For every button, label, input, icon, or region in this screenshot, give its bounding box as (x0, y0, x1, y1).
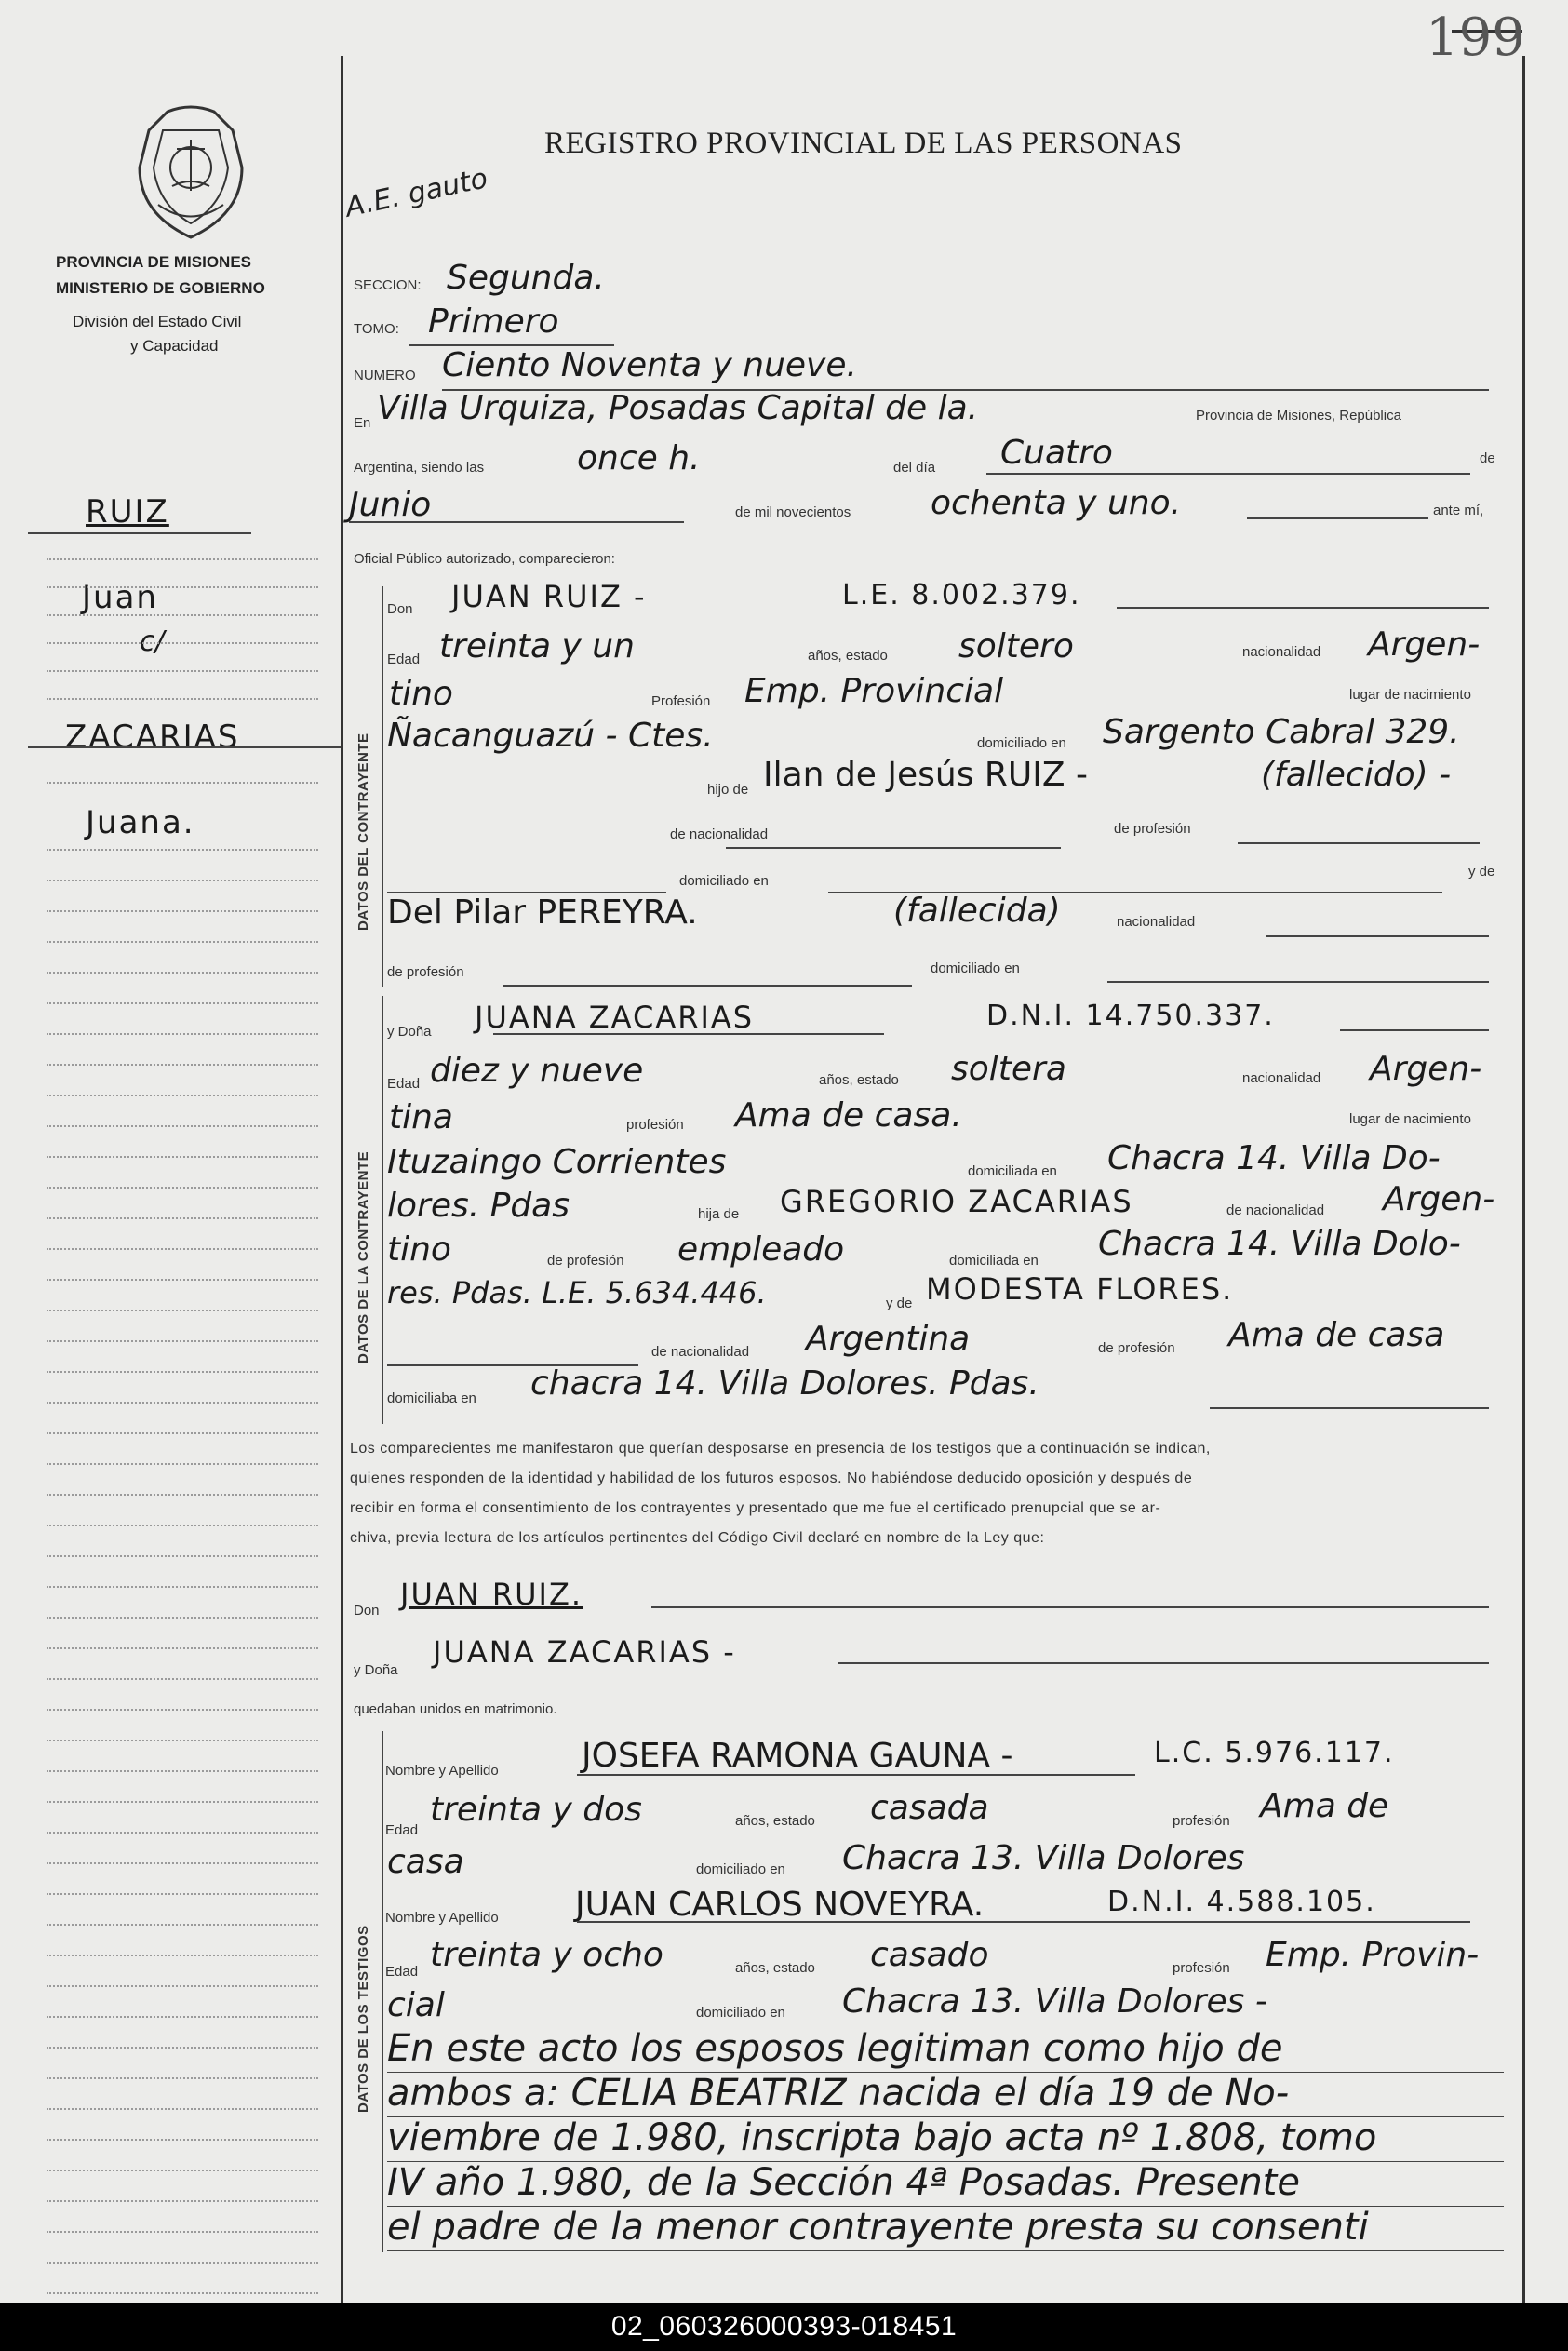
label-domiciliaba: domiciliaba en (387, 1390, 476, 1406)
bride-lugar-nac: Ituzaingo Corrientes (387, 1143, 727, 1181)
margin-dots (47, 1494, 318, 1496)
label-nacionalidad-3: nacionalidad (1242, 1070, 1321, 1086)
bride-nac-1: Argen- (1370, 1050, 1482, 1088)
bride-padre-dom-2: res. Pdas. L.E. 5.634.446. (387, 1275, 767, 1310)
w1-edad: treinta y dos (430, 1791, 642, 1829)
w1-prof-2: casa (387, 1843, 464, 1881)
label-domiciliada: domiciliada en (968, 1163, 1057, 1179)
bride-dom-2: lores. Pdas (387, 1187, 570, 1225)
label-edad-3: Edad (385, 1822, 419, 1838)
margin-dots (47, 1555, 318, 1557)
label-hijo-de: hijo de (707, 782, 749, 798)
value-lugar: Villa Urquiza, Posadas Capital de la. (377, 389, 979, 427)
union-don: JUAN RUIZ. (400, 1577, 583, 1612)
label-de-mil: de mil novecientos (735, 504, 851, 520)
label-profesion-5: profesión (1173, 1960, 1230, 1976)
margin-dots (47, 1279, 318, 1281)
label-nacionalidad: nacionalidad (1242, 644, 1321, 660)
underline (651, 1606, 1489, 1608)
page-title: REGISTRO PROVINCIAL DE LAS PERSONAS (544, 127, 1183, 160)
w1-nombre: JOSEFA RAMONA GAUNA - (582, 1737, 1013, 1775)
label-profesion-2: de profesión (387, 964, 464, 980)
margin-dots (47, 558, 318, 560)
label-nombre-apellido-2: Nombre y Apellido (385, 1910, 499, 1926)
bride-estado: soltera (951, 1050, 1066, 1088)
label-argentina: Argentina, siendo las (354, 460, 485, 476)
underline (349, 521, 684, 523)
margin-dots (47, 1033, 318, 1035)
label-hija-de: hija de (698, 1206, 740, 1222)
margin-dots (47, 2262, 318, 2264)
label-ante-mi: ante mí, (1433, 503, 1484, 518)
w2-prof-1: Emp. Provin- (1266, 1936, 1480, 1974)
bride-bracket (382, 996, 383, 1424)
underline (493, 1033, 884, 1035)
margin-dots (47, 1985, 318, 1987)
margin-dots (47, 670, 318, 672)
margin-dots (47, 1064, 318, 1066)
label-domiciliado-5: domiciliado en (696, 2005, 785, 2021)
label-de-nacionalidad-3: de nacionalidad (651, 1344, 750, 1360)
bride-madre-nac: Argentina (806, 1320, 971, 1358)
groom-edad: treinta y un (439, 627, 635, 665)
bride-padre-dom-1: Chacra 14. Villa Dolo- (1098, 1225, 1461, 1263)
label-anos-estado-4: años, estado (735, 1960, 815, 1976)
label-anos-estado-2: años, estado (819, 1072, 899, 1088)
margin-dots (47, 849, 318, 851)
margin-dots (47, 1310, 318, 1311)
underline (828, 892, 1442, 893)
corner-note: A.E. gauto (342, 162, 491, 224)
label-y-dona-2: y Doña (354, 1662, 398, 1678)
margin-dots (47, 1586, 318, 1588)
label-lugar-nac-2: lugar de nacimiento (1349, 1111, 1471, 1127)
margin-dots (47, 1463, 318, 1465)
bride-edad: diez y nueve (430, 1052, 644, 1090)
page-number: 199 (1426, 7, 1525, 68)
label-nombre-apellido: Nombre y Apellido (385, 1763, 499, 1779)
label-edad: Edad (387, 652, 421, 667)
label-domiciliado-3: domiciliado en (931, 961, 1020, 976)
margin-dots (47, 1955, 318, 1956)
label-don: Don (387, 601, 413, 617)
note-line-5: el padre de la menor contrayente presta su consenti (387, 2206, 1369, 2249)
label-quedaban: quedaban unidos en matrimonio. (354, 1701, 557, 1717)
groom-padre: Ilan de Jesús RUIZ - (763, 756, 1088, 794)
label-y-de: y de (1468, 864, 1495, 880)
margin-dots (47, 1740, 318, 1741)
margin-dots (47, 910, 318, 912)
label-provincia: Provincia de Misiones, República (1196, 408, 1401, 423)
margin-dots (47, 1801, 318, 1803)
label-del-dia: del día (893, 460, 936, 476)
margin-dots (47, 1187, 318, 1189)
margin-dots (47, 1402, 318, 1404)
declaration-line-1: Los comparecientes me manifestaron que querían desposarse en presencia de los testigos que a continuación se indican, (350, 1441, 1211, 1457)
margin-dots (47, 1156, 318, 1158)
groom-madre: Del Pilar PEREYRA. (387, 893, 698, 932)
label-y-dona: y Doña (387, 1024, 432, 1040)
bride-madre-prof: Ama de casa (1228, 1316, 1445, 1354)
note-line-4: IV año 1.980, de la Sección 4ª Posadas. Presente (387, 2161, 1300, 2204)
margin-dots (47, 1924, 318, 1926)
bride-nac-2: tina (389, 1098, 453, 1136)
declaration-line-3: recibir en forma el consentimiento de los contrayentes y presentado que me fue el certificado prenupcial que se ar- (350, 1500, 1161, 1516)
groom-padre-nota: (fallecido) - (1261, 756, 1452, 794)
label-nacionalidad-2: nacionalidad (1117, 914, 1196, 930)
vert-label-groom: DATOS DEL CONTRAYENTE (355, 732, 371, 931)
underline (387, 1364, 638, 1366)
margin-dots (47, 1340, 318, 1342)
underline (387, 2161, 1504, 2162)
bride-dom-1: Chacra 14. Villa Do- (1107, 1139, 1441, 1177)
label-edad-4: Edad (385, 1964, 419, 1980)
label-en: En (354, 415, 371, 431)
underline (387, 2072, 1504, 2073)
w2-dom: Chacra 13. Villa Dolores - (842, 1982, 1267, 2021)
label-de-nacionalidad: de nacionalidad (670, 826, 769, 842)
value-tomo: Primero (428, 302, 559, 341)
underline (1247, 517, 1428, 519)
underline (387, 2116, 1504, 2117)
label-oficial: Oficial Público autorizado, comparecieron: (354, 551, 615, 567)
note-line-3: viembre de 1.980, inscripta bajo acta nº 1.808, tomo (387, 2116, 1377, 2159)
bride-profesion: Ama de casa. (735, 1096, 962, 1135)
margin-dots (47, 1647, 318, 1649)
w1-dom: Chacra 13. Villa Dolores (842, 1839, 1245, 1877)
underline (387, 2206, 1504, 2207)
label-seccion: SECCION: (354, 277, 422, 293)
margin-underline-2 (28, 746, 341, 748)
label-de-profesion: de profesión (1114, 821, 1191, 837)
value-mes: Junio (349, 486, 432, 524)
label-don-2: Don (354, 1603, 380, 1619)
left-frame-line (341, 56, 343, 2303)
org-line-4: y Capacidad (130, 337, 219, 355)
margin-dots (47, 1095, 318, 1096)
margin-dots (47, 2077, 318, 2079)
value-numero: Ciento Noventa y nueve. (442, 346, 857, 384)
margin-dots (47, 1770, 318, 1772)
underline (1210, 1407, 1489, 1409)
margin-dots (47, 614, 318, 616)
label-numero: NUMERO (354, 368, 416, 383)
bride-padre: GREGORIO ZACARIAS (780, 1184, 1133, 1219)
underline (726, 847, 1061, 849)
margin-dots (47, 1525, 318, 1526)
label-domiciliado-2: domiciliado en (679, 873, 769, 889)
groom-lugar-nac: Ñacanguazú - Ctes. (387, 717, 714, 755)
margin-dots (47, 1002, 318, 1004)
right-frame-line (1522, 56, 1525, 2303)
margin-dots (47, 698, 318, 700)
label-domiciliada-2: domiciliada en (949, 1253, 1039, 1269)
label-de-profesion-3: de profesión (1098, 1340, 1175, 1356)
margin-dots (47, 1432, 318, 1434)
margin-dots (47, 972, 318, 974)
label-profesion-4: profesión (1173, 1813, 1230, 1829)
groom-estado: soltero (958, 627, 1074, 665)
bride-padre-nac-1: Argen- (1383, 1180, 1495, 1218)
label-de-profesion-2: de profesión (547, 1253, 624, 1269)
underline (838, 1662, 1489, 1664)
underline (1340, 1029, 1489, 1031)
groom-doc: L.E. 8.002.379. (842, 579, 1081, 611)
margin-dots (47, 1893, 318, 1895)
margin-dots (47, 2016, 318, 2018)
groom-profesion: Emp. Provincial (744, 672, 1004, 710)
value-seccion: Segunda. (447, 259, 605, 297)
margin-name-1: Juan (82, 579, 158, 616)
label-anos-estado: años, estado (808, 648, 888, 664)
margin-dots (47, 2139, 318, 2141)
margin-dots (47, 2231, 318, 2233)
margin-dots (47, 1678, 318, 1680)
underline (1238, 842, 1480, 844)
vert-label-bride: DATOS DE LA CONTRAYENTE (355, 1150, 371, 1364)
value-dia: Cuatro (1000, 434, 1113, 472)
groom-madre-nota: (fallecida) (893, 892, 1061, 930)
margin-dots (47, 1709, 318, 1711)
bride-name: JUANA ZACARIAS (475, 1000, 755, 1035)
margin-name-2: Juana. (86, 804, 195, 841)
label-domiciliado: domiciliado en (977, 735, 1066, 751)
margin-dots (47, 880, 318, 881)
underline (387, 2250, 1504, 2251)
margin-connector: c/ (140, 625, 165, 658)
margin-dots (47, 1832, 318, 1834)
margin-dots (47, 1371, 318, 1373)
bride-madre: MODESTA FLORES. (926, 1271, 1234, 1307)
groom-nac-2: tino (389, 675, 453, 713)
groom-domicilio: Sargento Cabral 329. (1103, 713, 1460, 751)
groom-bracket (382, 586, 383, 987)
margin-dots (47, 2108, 318, 2110)
margin-dots (47, 1248, 318, 1250)
margin-dots (47, 2200, 318, 2202)
margin-dots (47, 642, 318, 644)
footer-id: 02_060326000393-018451 (0, 2303, 1568, 2351)
w1-estado: casada (870, 1789, 989, 1827)
bride-padre-prof: empleado (677, 1230, 845, 1269)
note-line-2: ambos a: CELIA BEATRIZ nacida el día 19 de No- (387, 2072, 1290, 2115)
margin-dots (47, 1217, 318, 1219)
margin-surname-2: ZACARIAS (65, 719, 240, 756)
underline (1266, 935, 1489, 937)
underline (577, 1774, 1135, 1776)
label-y-de-2: y de (886, 1296, 913, 1311)
declaration-line-4: chiva, previa lectura de los artículos pertinentes del Código Civil declaré en nombre de la Ley que: (350, 1530, 1045, 1546)
w2-edad: treinta y ocho (430, 1936, 663, 1974)
underline (387, 892, 666, 893)
label-profesion-3: profesión (626, 1117, 684, 1133)
margin-dots (47, 2292, 318, 2294)
underline (577, 1921, 1470, 1923)
value-hora: once h. (577, 439, 701, 477)
seal-icon (130, 102, 251, 247)
org-line-3: División del Estado Civil (73, 313, 242, 330)
bride-madre-dom: chacra 14. Villa Dolores. Pdas. (530, 1364, 1039, 1403)
groom-nac-1: Argen- (1368, 625, 1481, 664)
label-anos-estado-3: años, estado (735, 1813, 815, 1829)
bride-doc: D.N.I. 14.750.337. (986, 1000, 1275, 1032)
w2-doc: D.N.I. 4.588.105. (1107, 1886, 1376, 1918)
margin-dots (47, 2170, 318, 2171)
margin-surname-1: RUIZ (86, 493, 169, 531)
vert-label-witnesses: DATOS DE LOS TESTIGOS (355, 1925, 371, 2113)
w2-estado: casado (870, 1936, 989, 1974)
margin-dots (47, 2047, 318, 2049)
label-tomo: TOMO: (354, 321, 399, 337)
underline (986, 473, 1470, 475)
groom-name: JUAN RUIZ - (451, 579, 647, 614)
label-profesion: Profesión (651, 693, 711, 709)
bride-padre-nac-2: tino (387, 1230, 451, 1269)
margin-dots (47, 586, 318, 588)
margin-dots (47, 1617, 318, 1619)
w1-prof-1: Ama de (1260, 1787, 1389, 1825)
org-line-1: PROVINCIA DE MISIONES (56, 253, 252, 271)
note-line-1: En este acto los esposos legitiman como hijo de (387, 2027, 1283, 2070)
margin-dots (47, 782, 318, 784)
union-dona: JUANA ZACARIAS - (433, 1634, 736, 1670)
w2-prof-2: cial (387, 1986, 445, 2024)
label-edad-2: Edad (387, 1076, 421, 1092)
underline (503, 985, 912, 987)
underline (1117, 607, 1489, 609)
witness-bracket (382, 1731, 383, 2252)
label-lugar-nac: lugar de nacimiento (1349, 687, 1471, 703)
w2-nombre: JUAN CARLOS NOVEYRA. (575, 1886, 985, 1924)
margin-dots (47, 941, 318, 943)
underline (1107, 981, 1489, 983)
margin-underline (28, 532, 251, 534)
label-de: de (1480, 450, 1495, 466)
label-de-nacionalidad-2: de nacionalidad (1226, 1202, 1325, 1218)
margin-dots (47, 1862, 318, 1864)
declaration-line-2: quienes responden de la identidad y habilidad de los futuros esposos. No habiéndose deducido oposición y después de (350, 1471, 1193, 1486)
w1-doc: L.C. 5.976.117. (1154, 1737, 1395, 1769)
label-domiciliado-4: domiciliado en (696, 1861, 785, 1877)
margin-dots (47, 1125, 318, 1127)
value-anio: ochenta y uno. (931, 484, 1182, 522)
org-line-2: MINISTERIO DE GOBIERNO (56, 279, 265, 297)
